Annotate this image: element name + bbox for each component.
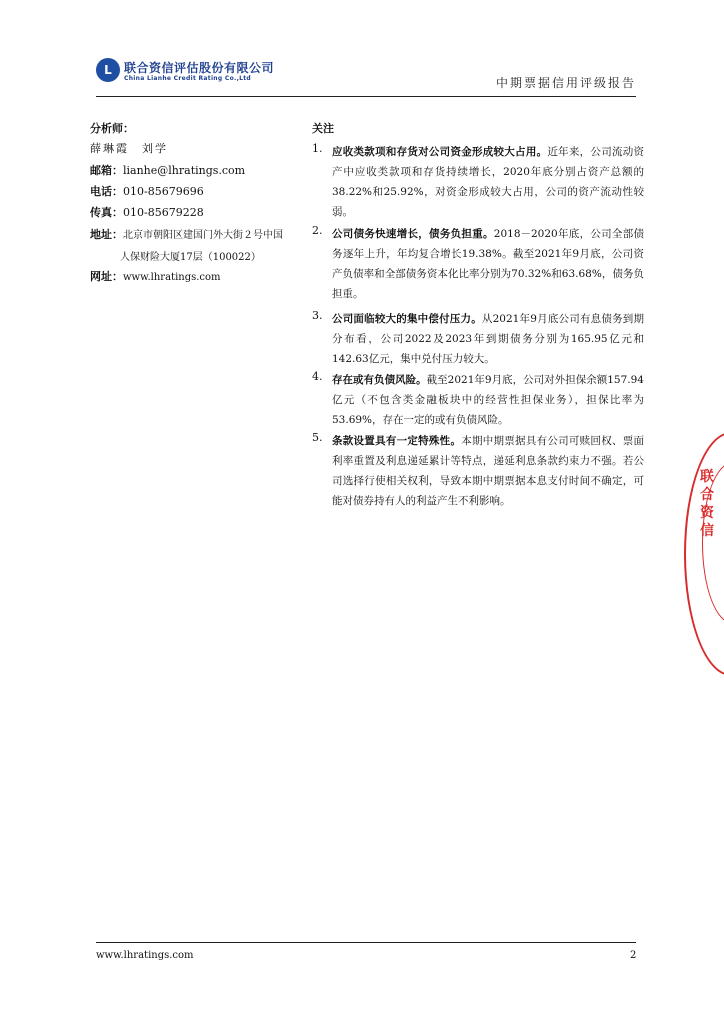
item-head: 公司债务快速增长，债务负担重。 — [332, 228, 494, 240]
item-head: 公司面临较大的集中偿付压力。 — [332, 313, 482, 325]
website-value[interactable]: www.lhratings.com — [123, 272, 221, 283]
analyst-names: 薛琳霞 刘学 — [90, 142, 168, 155]
phone-value: 010-85679696 — [123, 185, 204, 198]
item-body: 2018－2020年底，公司全部债务逐年上升，年均复合增长19.38%。截至2021年9月底，公司资产负债率和全部债务资本化比率分别为70.32%和63.68%，债务负担重。 — [332, 228, 645, 300]
company-name-en: China Lianhe Credit Rating Co.,Ltd — [124, 75, 252, 82]
item-number: 3. — [312, 309, 323, 322]
phone-label: 电话： — [90, 185, 123, 198]
item-number: 1. — [312, 142, 323, 155]
item-number: 5. — [312, 431, 323, 444]
focus-title: 关注 — [312, 122, 334, 135]
email-row — [90, 162, 245, 178]
company-name-cn: 联合资信评估股份有限公司 — [124, 61, 275, 75]
page-header — [96, 58, 636, 98]
footer-divider — [96, 942, 636, 943]
item-body: 本期中期票据具有公司可赎回权、票面利率重置及利息递延累计等特点，递延利息条款约束力不强。若公司选择行使相关权利，导致本期中期票据本息支付时间不确定，可能对债券持有人的利益产生不利影响。 — [332, 435, 645, 507]
address-line-1: 北京市朝阳区建国门外大街２号中国 — [123, 230, 283, 241]
item-text — [332, 431, 644, 511]
item-number: 4. — [312, 370, 323, 383]
page-number: 2 — [630, 950, 637, 961]
item-head: 条款设置具有一定特殊性。 — [332, 435, 462, 447]
item-text — [332, 224, 644, 304]
email-value[interactable]: lianhe@lhratings.com — [123, 164, 246, 177]
website-label: 网址： — [90, 270, 123, 283]
item-head: 存在或有负债风险。 — [332, 374, 427, 386]
website-row — [90, 268, 221, 284]
item-body: 从2021年9月底公司有息债务到期分布看，公司2022及2023年到期债务分别为165.95亿元和142.63亿元，集中兑付压力较大。 — [332, 313, 645, 365]
address-line-2: 人保财险大厦17层（100022） — [120, 252, 261, 263]
phone-row — [90, 183, 204, 199]
item-body: 截至2021年9月底，公司对外担保余额157.94亿元（不包含类金融板块中的经营性担保业务），担保比率为53.69%，存在一定的或有负债风险。 — [332, 374, 644, 426]
fax-value: 010-85679228 — [123, 206, 204, 219]
address-row — [90, 226, 283, 242]
company-logo-icon: L — [96, 58, 120, 82]
address-label: 地址： — [90, 228, 123, 241]
email-label: 邮箱： — [90, 164, 123, 177]
item-number: 2. — [312, 224, 323, 237]
item-text — [332, 142, 644, 222]
item-head: 应收类款项和存货对公司资金形成较大占用。 — [332, 146, 548, 158]
header-divider — [96, 96, 636, 97]
report-type: 中期票据信用评级报告 — [495, 76, 636, 90]
fax-label: 传真： — [90, 206, 123, 219]
fax-row — [90, 204, 204, 220]
analyst-label: 分析师： — [90, 122, 134, 135]
company-seal-text: 联合资信 — [700, 469, 714, 539]
item-text — [332, 370, 644, 430]
footer-url[interactable]: www.lhratings.com — [96, 950, 194, 961]
item-body: 近年来，公司流动资产中应收类款项和存货持续增长，2020年底分别占资产总额的38.22%和25.92%，对资金形成较大占用，公司的资产流动性较弱。 — [332, 146, 645, 218]
item-text — [332, 309, 644, 369]
